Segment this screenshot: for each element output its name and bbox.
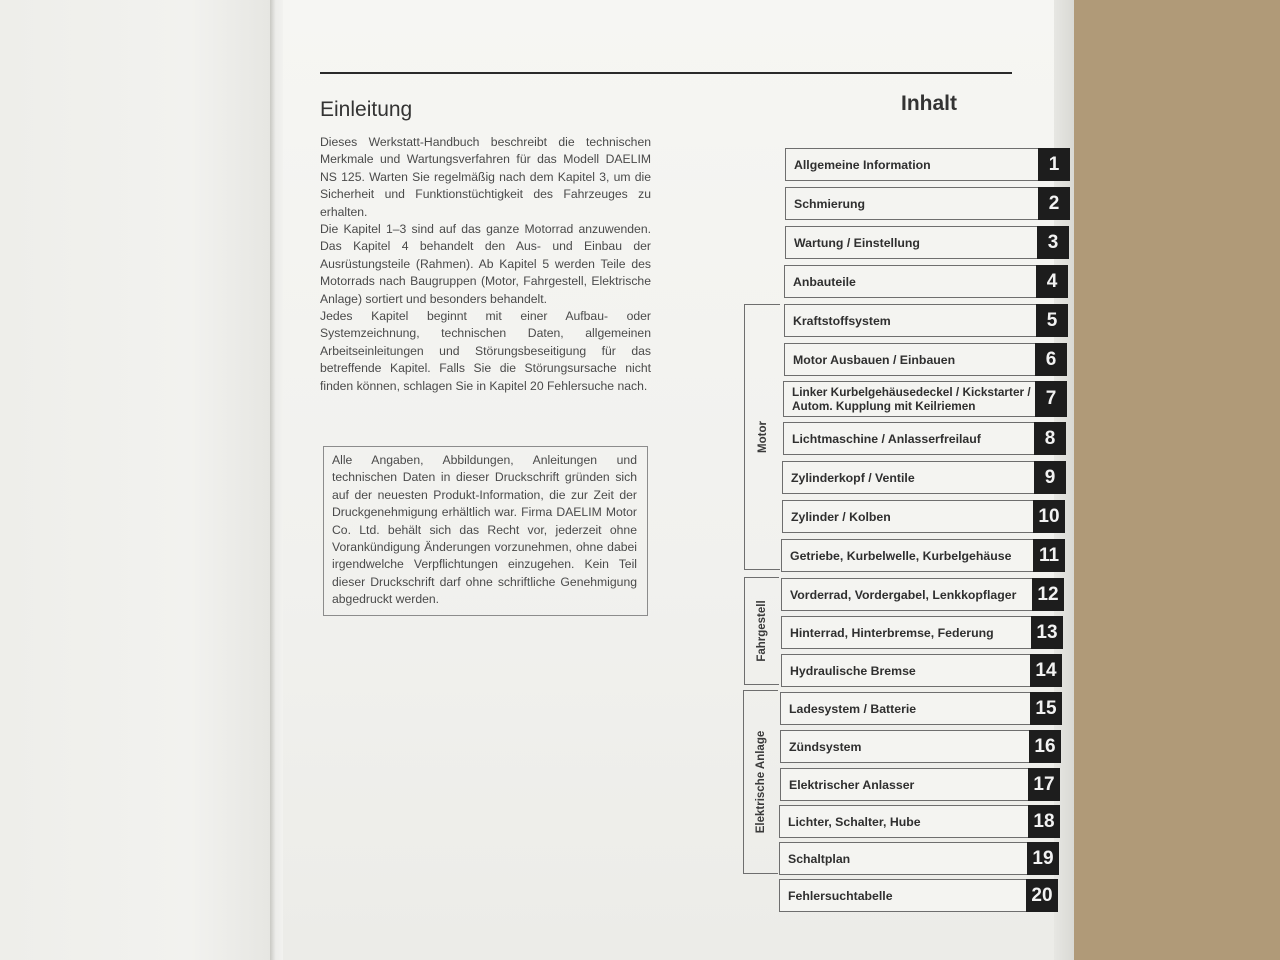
- toc-entry-label: Wartung / Einstellung: [794, 235, 920, 250]
- toc-entry-number: 17: [1028, 768, 1060, 801]
- intro-text: [320, 134, 651, 395]
- toc-entry[interactable]: [779, 805, 1060, 838]
- toc-entry-label: Vorderrad, Vordergabel, Lenkkopflager: [790, 587, 1017, 602]
- toc-entry-label: Kraftstoffsystem: [793, 313, 891, 328]
- toc-entry[interactable]: [781, 616, 1063, 649]
- toc-entry-number: 18: [1028, 805, 1060, 838]
- toc-entry-label: Anbauteile: [793, 274, 856, 289]
- toc-entry[interactable]: [781, 539, 1065, 572]
- intro-paragraph-2: Die Kapitel 1–3 sind auf das ganze Motorrad anzuwenden. Das Kapitel 4 behandelt den Aus- und Einbau der Ausrüstungsteile (Rahmen). Ab Kapitel 5 werden Teile des Motorrads nach Baugruppen (Motor, Fahrgestell, Elektrische Anlage) sortiert und besonders behandelt.: [320, 222, 651, 306]
- toc-entry-number: 6: [1035, 343, 1067, 376]
- intro-paragraph-1: Dieses Werkstatt-Handbuch beschreibt die technischen Merkmale und Wartungsverfahren für das Modell DAELIM NS 125. Warten Sie regelmäßig nach dem Kapitel 3, um die Sicherheit und Funktionstüchtigkeit des Fahrzeuges zu erhalten.: [320, 135, 651, 219]
- toc-entry-label: Lichter, Schalter, Hube: [788, 814, 921, 829]
- toc-entry[interactable]: [785, 148, 1070, 181]
- toc-entry-number: 4: [1036, 265, 1068, 298]
- toc-entry-number: 19: [1027, 842, 1059, 875]
- toc-entry-label: Fehlersuchtabelle: [788, 888, 893, 903]
- toc-entry[interactable]: [780, 730, 1061, 763]
- toc-entry[interactable]: [784, 265, 1068, 298]
- toc-entry-label: Zündsystem: [789, 739, 862, 754]
- group-motor: [744, 304, 780, 570]
- notice-box: Alle Angaben, Abbildungen, Anleitungen und technischen Daten in dieser Druckschrift gründen sich auf der neuesten Produkt-Information, die zur Zeit der Druckgenehmigung erhältlich war. Firma DAELIM Motor Co. Ltd. behält sich das Recht vor, jederzeit ohne Vorankündigung Änderungen vorzunehmen, ohne dabei irgendwelche Verpflichtungen einzugehen. Kein Teil dieser Druckschrift darf ohne schriftliche Genehmigung abgedruckt werden.: [323, 446, 648, 616]
- toc-entry-label: Elektrischer Anlasser: [789, 777, 915, 792]
- toc-entry[interactable]: [783, 381, 1067, 417]
- toc-entry-label: Motor Ausbauen / Einbauen: [793, 352, 956, 367]
- toc-entry[interactable]: [785, 226, 1069, 259]
- toc-entry-number: 3: [1037, 226, 1069, 259]
- toc-entry-label: Allgemeine Information: [794, 157, 931, 172]
- toc-entry-number: 13: [1031, 616, 1063, 649]
- toc-entry-label: Getriebe, Kurbelwelle, Kurbelgehäuse: [790, 548, 1012, 563]
- toc-title: Inhalt: [901, 92, 957, 115]
- toc-entry[interactable]: [781, 578, 1064, 611]
- toc-entry-number: 14: [1030, 654, 1062, 687]
- toc-entry-number: 9: [1034, 461, 1066, 494]
- toc-entry[interactable]: [784, 343, 1067, 376]
- toc-entry-label: Hydraulische Bremse: [790, 663, 916, 678]
- toc-entry[interactable]: [782, 500, 1065, 533]
- toc-entry-number: 15: [1030, 692, 1062, 725]
- toc-entry-number: 12: [1032, 578, 1064, 611]
- toc-entry[interactable]: [780, 768, 1060, 801]
- toc-entry-number: 20: [1026, 879, 1058, 912]
- toc-entry[interactable]: [784, 304, 1068, 337]
- intro-paragraph-3: Jedes Kapitel beginnt mit einer Aufbau- oder Systemzeichnung, technischen Daten, allgemeinen Arbeitseinleitungen und Störungsbeseitigung für das betreffende Kapitel. Falls Sie die Störungsursache nicht finden können, schlagen Sie in Kapitel 20 Fehlersuche nach.: [320, 309, 651, 393]
- toc-entry-label: Hinterrad, Hinterbremse, Federung: [790, 625, 994, 640]
- toc-entry-number: 11: [1033, 539, 1065, 572]
- toc-entry-number: 10: [1033, 500, 1065, 533]
- toc-entry[interactable]: [782, 461, 1066, 494]
- book-gutter: [270, 0, 284, 960]
- group-elektrische-anlage: [743, 690, 778, 874]
- toc-entry[interactable]: [781, 654, 1062, 687]
- toc-entry-number: 7: [1035, 381, 1067, 417]
- toc-entry-number: 2: [1038, 187, 1070, 220]
- toc-entry-label: Ladesystem / Batterie: [789, 701, 917, 716]
- toc-entry-number: 1: [1038, 148, 1070, 181]
- group-label-fahrgestell: Fahrgestell: [756, 600, 768, 662]
- toc-entry-label: Zylinderkopf / Ventile: [791, 470, 915, 485]
- toc-entry[interactable]: [783, 422, 1066, 455]
- left-page: [0, 0, 272, 960]
- intro-title: Einleitung: [320, 98, 413, 121]
- toc-entry-label: Zylinder / Kolben: [791, 509, 891, 524]
- group-label-motor: Motor: [756, 421, 769, 453]
- toc-entry[interactable]: [785, 187, 1070, 220]
- toc-entry[interactable]: [780, 692, 1062, 725]
- toc-entry-number: 5: [1036, 304, 1068, 337]
- toc-entry-label: Schmierung: [794, 196, 866, 211]
- group-label-elektrische-anlage: Elektrische Anlage: [755, 730, 767, 834]
- toc-entry-label: Lichtmaschine / Anlasserfreilauf: [792, 431, 981, 446]
- toc-entry-label: Linker Kurbelgehäusedeckel / Kickstarter / Autom. Kupplung mit Keilriemen: [792, 385, 1031, 413]
- toc-entry[interactable]: [779, 842, 1059, 875]
- toc-entry-label: Schaltplan: [788, 851, 851, 866]
- top-rule: [320, 72, 1012, 74]
- toc-entry[interactable]: [779, 879, 1058, 912]
- group-fahrgestell: [744, 577, 779, 685]
- toc-entry-number: 8: [1034, 422, 1066, 455]
- toc-entry-number: 16: [1029, 730, 1061, 763]
